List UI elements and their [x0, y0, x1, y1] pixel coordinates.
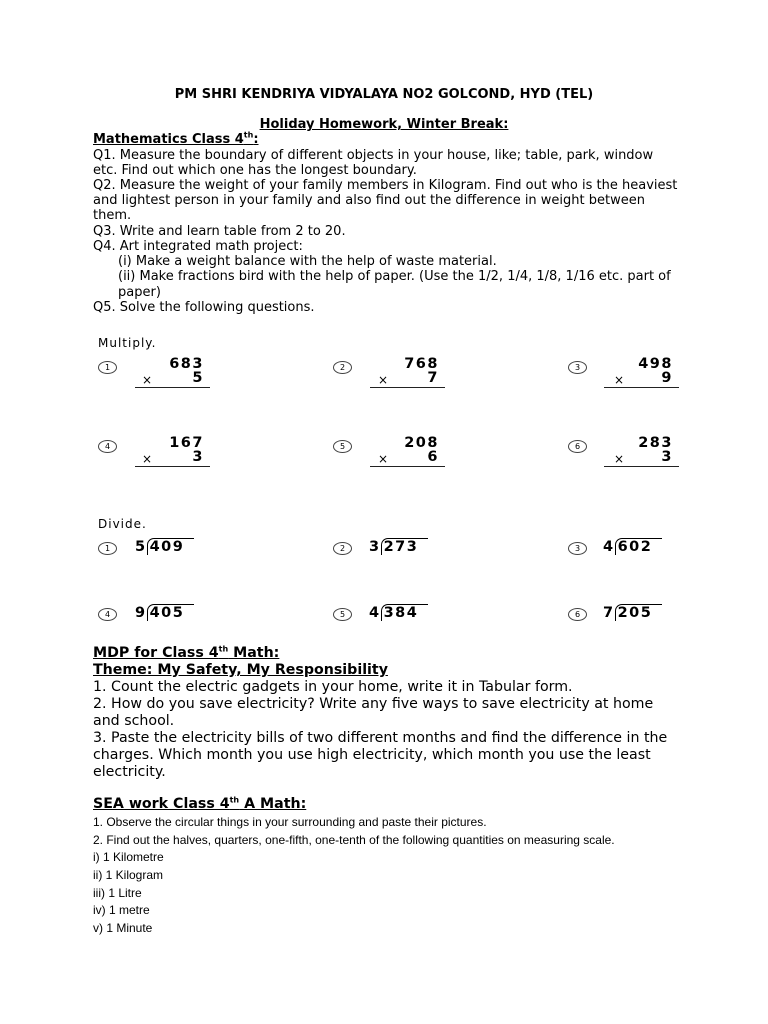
problem-number: 4: [98, 440, 117, 453]
multiplier: 3: [661, 449, 673, 465]
divisor: 4: [603, 539, 615, 555]
times-sign: ×: [378, 452, 389, 466]
homework-title: Holiday Homework, Winter Break:: [259, 117, 509, 132]
sea-line: ii) 1 Kilogram: [93, 868, 164, 882]
answer-line: [604, 387, 679, 388]
problem-number: 2: [333, 361, 352, 374]
times-sign: ×: [378, 373, 389, 387]
answer-line: [370, 466, 445, 467]
question-line: Q2. Measure the weight of your family members in Kilogram. Find out who is the heaviest: [93, 178, 678, 193]
answer-line: [604, 466, 679, 467]
worksheet: [93, 330, 688, 628]
problem-number: 4: [98, 608, 117, 621]
times-sign: ×: [614, 373, 625, 387]
mdp-theme: Theme: My Safety, My Responsibility: [93, 662, 388, 678]
divisor: 4: [369, 605, 381, 621]
multiplicand: 768: [404, 356, 439, 372]
mdp-line: electricity.: [93, 764, 166, 780]
multiplier: 3: [192, 449, 204, 465]
sea-heading: SEA work Class 4th A Math:: [93, 795, 307, 812]
multiply-heading: Multiply.: [98, 336, 157, 350]
sea-line: iv) 1 metre: [93, 903, 150, 917]
times-sign: ×: [142, 452, 153, 466]
multiplicand: 683: [169, 356, 204, 372]
question-line: and lightest person in your family and also find out the difference in weight between: [93, 193, 645, 208]
dividend: 205: [615, 604, 663, 621]
divisor: 5: [135, 539, 147, 555]
sea-line: 2. Find out the halves, quarters, one-fifth, one-tenth of the following quantities on measuring scale.: [93, 833, 615, 847]
multiplier: 5: [192, 370, 204, 386]
times-sign: ×: [614, 452, 625, 466]
multiplicand: 167: [169, 435, 204, 451]
answer-line: [135, 466, 210, 467]
dividend: 273: [381, 538, 429, 555]
times-sign: ×: [142, 373, 153, 387]
answer-line: [135, 387, 210, 388]
problem-number: 6: [568, 440, 587, 453]
mdp-line: and school.: [93, 713, 175, 729]
question-line: etc. Find out which one has the longest boundary.: [93, 163, 417, 178]
mdp-heading: MDP for Class 4th Math:: [93, 644, 280, 661]
question-line: them.: [93, 208, 132, 223]
answer-line: [370, 387, 445, 388]
divisor: 3: [369, 539, 381, 555]
multiplier: 7: [427, 370, 439, 386]
problem-number: 3: [568, 361, 587, 374]
mdp-line: 2. How do you save electricity? Write any five ways to save electricity at home: [93, 696, 654, 712]
mdp-line: charges. Which month you use high electricity, which month you use the least: [93, 747, 651, 763]
question-line: Q4. Art integrated math project:: [93, 239, 303, 254]
problem-number: 6: [568, 608, 587, 621]
multiplier: 9: [661, 370, 673, 386]
question-line: Q3. Write and learn table from 2 to 20.: [93, 224, 346, 239]
problem-number: 5: [333, 608, 352, 621]
project-item: (i) Make a weight balance with the help of waste material.: [118, 254, 497, 269]
project-item: (ii) Make fractions bird with the help of paper. (Use the 1/2, 1/4, 1/8, 1/16 etc. part of: [118, 269, 671, 284]
dividend: 602: [615, 538, 663, 555]
sea-line: iii) 1 Litre: [93, 886, 142, 900]
sea-line: v) 1 Minute: [93, 921, 153, 935]
school-name: PM SHRI KENDRIYA VIDYALAYA NO2 GOLCOND, HYD (TEL): [174, 87, 594, 102]
divisor: 9: [135, 605, 147, 621]
question-line: Q5. Solve the following questions.: [93, 300, 315, 315]
multiplier: 6: [427, 449, 439, 465]
multiplicand: 283: [638, 435, 673, 451]
problem-number: 5: [333, 440, 352, 453]
dividend: 405: [147, 604, 195, 621]
divide-heading: Divide.: [98, 517, 147, 531]
multiplicand: 208: [404, 435, 439, 451]
math-class-heading: Mathematics Class 4th:: [93, 130, 259, 147]
sea-line: i) 1 Kilometre: [93, 850, 164, 864]
problem-number: 3: [568, 542, 587, 555]
problem-number: 1: [98, 361, 117, 374]
mdp-line: 1. Count the electric gadgets in your home, write it in Tabular form.: [93, 679, 573, 695]
sea-line: 1. Observe the circular things in your surrounding and paste their pictures.: [93, 815, 487, 829]
project-item: paper): [118, 285, 161, 300]
divisor: 7: [603, 605, 615, 621]
multiplicand: 498: [638, 356, 673, 372]
mdp-line: 3. Paste the electricity bills of two different months and find the difference in the: [93, 730, 668, 746]
problem-number: 2: [333, 542, 352, 555]
dividend: 409: [147, 538, 195, 555]
problem-number: 1: [98, 542, 117, 555]
question-line: Q1. Measure the boundary of different objects in your house, like; table, park, window: [93, 148, 654, 163]
dividend: 384: [381, 604, 429, 621]
